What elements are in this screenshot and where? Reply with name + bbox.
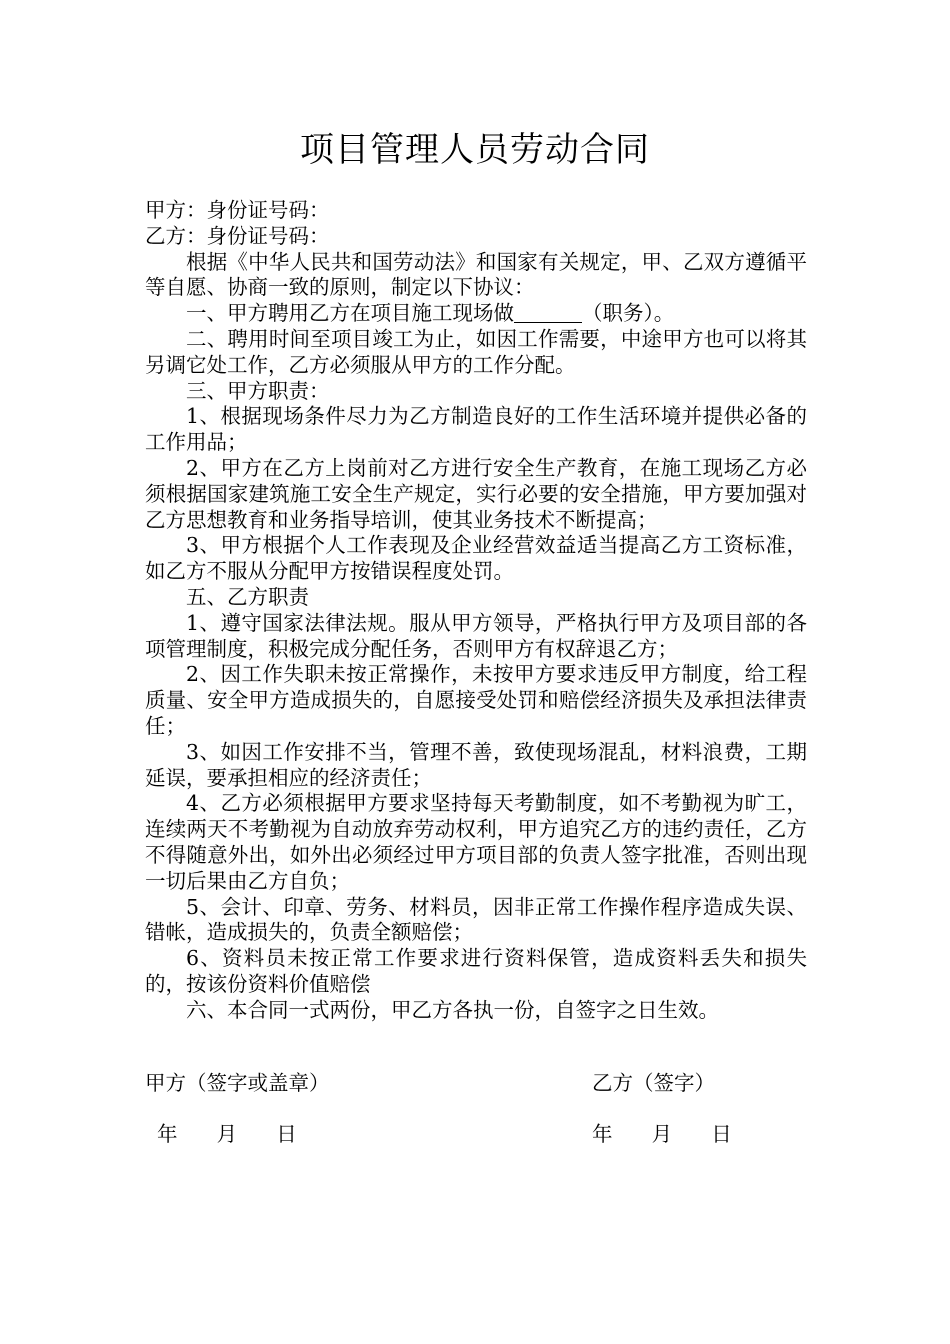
party-a-line: 甲方：身份证号码： — [145, 198, 330, 222]
section-5-item-4: 4、乙方必须根据甲方要求坚持每天考勤制度，如不考勤视为旷工，连续两天不考勤视为自动放弃劳动权利，甲方追究乙方的违约责任，乙方不得随意外出，如外出必须经过甲方项目部的负责人签字批准，否则出现一切后果由乙方自负； — [145, 791, 807, 893]
contract-body — [145, 198, 807, 1024]
section-3-item-1: 1、根据现场条件尽力为乙方制造良好的工作生活环境并提供必备的工作用品； — [145, 404, 807, 455]
clause-1 — [145, 301, 807, 327]
section-3-heading: 三、甲方职责： — [186, 378, 330, 403]
position-blank — [514, 302, 582, 323]
party-b-line: 乙方：身份证号码： — [145, 223, 330, 248]
party-a-signature-label: 甲方（签字或盖章） — [145, 1071, 330, 1095]
section-5-heading: 五、乙方职责 — [186, 584, 309, 609]
section-5-item-5: 5、会计、印章、劳务、材料员，因非正常工作操作程序造成失误、错帐，造成损失的，负责全额赔偿； — [145, 894, 807, 945]
section-6: 六、本合同一式两份，甲乙方各执一份，自签字之日生效。 — [186, 997, 719, 1022]
section-5-item-1: 1、遵守国家法律法规。服从甲方领导，严格执行甲方及项目部的各项管理制度，积极完成分配任务，否则甲方有权辞退乙方； — [145, 610, 807, 661]
clause-1-text: 一、甲方聘用乙方在项目施工现场做 — [186, 301, 514, 326]
clause-1-suffix: （职务）。 — [582, 301, 675, 326]
section-5-item-3: 3、如因工作安排不当，管理不善，致使现场混乱，材料浪费，工期延误，要承担相应的经济责任； — [145, 739, 807, 790]
clause-2: 二、聘用时间至项目竣工为止，如因工作需要，中途甲方也可以将其另调它处工作，乙方必须服从甲方的工作分配。 — [145, 326, 807, 377]
section-5-item-2: 2、因工作失职未按正常操作，未按甲方要求违反甲方制度，给工程质量、安全甲方造成损失的，自愿接受处罚和赔偿经济损失及承担法律责任； — [145, 662, 807, 738]
section-3-item-2: 2、甲方在乙方上岗前对乙方进行安全生产教育，在施工现场乙方必须根据国家建筑施工安全生产规定，实行必要的安全措施，甲方要加强对乙方思想教育和业务指导培训，使其业务技术不断提高； — [145, 455, 807, 532]
section-3-item-3: 3、甲方根据个人工作表现及企业经营效益适当提高乙方工资标准，如乙方不服从分配甲方按错误程度处罚。 — [145, 533, 807, 584]
party-b-date: 年 月 日 — [592, 1122, 732, 1146]
intro-paragraph: 根据《中华人民共和国劳动法》和国家有关规定，甲、乙双方遵循平等自愿、协商一致的原则，制定以下协议： — [145, 249, 807, 300]
section-5-item-6: 6、资料员未按正常工作要求进行资料保管，造成资料丢失和损失的，按该份资料价值赔偿 — [145, 946, 807, 996]
party-b-signature-label: 乙方（签字） — [592, 1071, 715, 1095]
party-a-date: 年 月 日 — [157, 1122, 297, 1146]
contract-title: 项目管理人员劳动合同 — [300, 130, 650, 170]
